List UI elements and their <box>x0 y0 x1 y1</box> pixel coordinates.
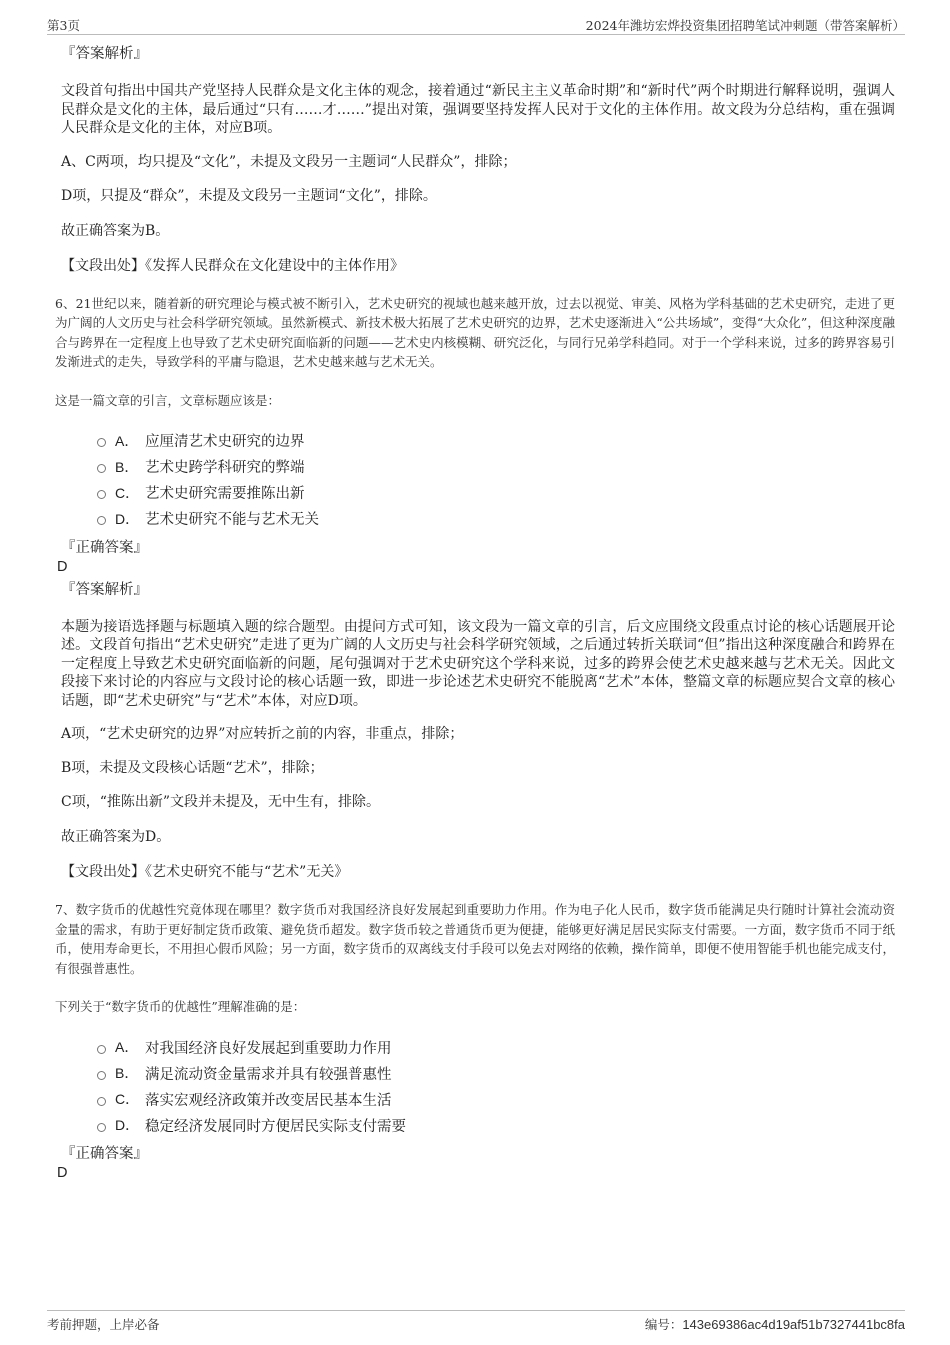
option-text: 满足流动资金量需求并具有较强普惠性 <box>145 1066 392 1083</box>
answer-heading: 『正确答案』 <box>61 1146 148 1162</box>
option-c[interactable] <box>97 1086 895 1112</box>
source-citation: 【文段出处】《发挥人民群众在文化建设中的主体作用》 <box>61 257 404 274</box>
analysis-note: C项，“推陈出新”文段并未提及，无中生有，排除。 <box>61 794 381 810</box>
question-text: 6、21世纪以来，随着新的研究理论与模式被不断引入，艺术史研究的视域也越来越开放，过去以视觉、审美、风格为学科基础的艺术史研究，走进了更为广阔的人文历史与社会科学研究领域。虽然新模式、新技术极大拓展了艺术史研究的边界，艺术史逐渐进入“公共场域”，变得“大众化”，但这种深度融合与跨界在一定程度上也导致了艺术史研究面临新的问题——艺术史内核模糊、研究泛化，与同行兄弟学科趋同。对于一个学科来说，过多的跨界容易引发渐进式的走失，导致学科的平庸与隐退，艺术史越来越与艺术无关。 <box>55 295 895 369</box>
footer-slogan: 考前押题，上岸必备 <box>47 1317 160 1332</box>
radio-icon[interactable] <box>97 1123 106 1132</box>
analysis-heading: 『答案解析』 <box>61 581 148 598</box>
option-text: 艺术史研究需要推陈出新 <box>145 486 305 502</box>
analysis-text: 本题为接语选择题与标题填入题的综合题型。由提问方式可知，该文段为一篇文章的引言，后文应围绕文段重点讨论的核心话题展开论述。文段首句指出“艺术史研究”走进了更为广阔的人文历史与社会科学研究领域，之后通过转折关联词“但”指出这种深度融合和跨界在一定程度上导致艺术史研究面临新的问题，尾句强调对于艺术史研究这个学科来说，过多的跨界会使艺术史越来越与艺术无关。因此文段接下来讨论的内容应与文段讨论的核心话题一致，即进一步论述艺术史研究不能脱离“艺术”本体，整篇文章的标题应契合文章的核心话题，即“艺术史研究”与“艺术”本体，对应D项。 <box>61 618 895 709</box>
analysis-note: D项，只提及“群众”，未提及文段另一主题词“文化”，排除。 <box>61 187 437 204</box>
radio-icon[interactable] <box>97 1045 106 1054</box>
radio-icon[interactable] <box>97 490 106 499</box>
page-content <box>55 44 895 1182</box>
radio-icon[interactable] <box>97 438 106 447</box>
page-header <box>47 14 905 35</box>
radio-icon[interactable] <box>97 516 106 525</box>
option-letter: A． <box>115 1039 139 1055</box>
option-text: 落实宏观经济政策并改变居民基本生活 <box>145 1092 392 1109</box>
source-citation: 【文段出处】《艺术史研究不能与“艺术”无关》 <box>61 864 349 880</box>
page-number: 第3页 <box>47 18 80 33</box>
option-d[interactable] <box>97 506 895 532</box>
answer-block <box>55 1144 895 1182</box>
option-list <box>97 1034 895 1138</box>
option-text: 对我国经济良好发展起到重要助力作用 <box>145 1040 392 1057</box>
option-a[interactable] <box>97 1034 895 1060</box>
option-b[interactable] <box>97 1060 895 1086</box>
analysis-note: A项，“艺术史研究的边界”对应转折之前的内容，非重点，排除； <box>61 726 464 742</box>
option-d[interactable] <box>97 1112 895 1138</box>
option-letter: B． <box>115 458 139 475</box>
option-b[interactable] <box>97 454 895 480</box>
option-text: 艺术史跨学科研究的弊端 <box>145 460 305 476</box>
question-prompt: 这是一篇文章的引言，文章标题应该是： <box>55 392 281 408</box>
question-text: 7、数字货币的优越性究竟体现在哪里？数字货币对我国经济良好发展起到重要助力作用。作为电子化人民币，数字货币能满足央行随时计算社会流动资金量的需求，有助于更好制定货币政策、避免货币超发。数字货币较之普通货币更为便捷，能够更好满足居民实际支付需要。一方面，数字货币不同于纸币，使用寿命更长，不用担心假币风险；另一方面，数字货币的双离线支付手段可以免去对网络的依赖，操作简单，即便不使用智能手机也能完成支付，有很强普惠性。 <box>55 902 895 976</box>
radio-icon[interactable] <box>97 1071 106 1080</box>
radio-icon[interactable] <box>97 1097 106 1106</box>
analysis-note: A、C两项，均只提及“文化”，未提及文段另一主题词“人民群众”，排除； <box>61 153 517 170</box>
page-footer <box>47 1310 905 1335</box>
answer-value: D <box>57 558 68 575</box>
radio-icon[interactable] <box>97 464 106 473</box>
code-label: 编号： <box>644 1317 683 1332</box>
question-prompt: 下列关于“数字货币的优越性”理解准确的是： <box>55 999 306 1014</box>
option-letter: A． <box>115 432 139 449</box>
option-text: 稳定经济发展同时方便居民实际支付需要 <box>145 1118 406 1135</box>
analysis-note: B项，未提及文段核心话题“艺术”，排除； <box>61 760 324 776</box>
option-a[interactable] <box>97 428 895 454</box>
answer-block <box>55 538 895 600</box>
option-c[interactable] <box>97 480 895 506</box>
option-letter: D． <box>115 1117 140 1133</box>
analysis-heading: 『答案解析』 <box>61 46 148 62</box>
analysis-text: 文段首句指出中国共产党坚持人民群众是文化主体的观念，接着通过“新民主主义革命时期”和“新时代”两个时期进行解释说明，强调人民群众是文化的主体，最后通过“只有……才……”提出对策，强调要坚持发挥人民对于文化的主体作用。故文段为分总结构，重在强调人民群众是文化的主体，对应B项。 <box>61 83 895 136</box>
option-letter: D． <box>115 510 140 527</box>
conclusion: 故正确答案为D。 <box>61 829 171 845</box>
conclusion: 故正确答案为B。 <box>61 222 170 239</box>
option-text: 应厘清艺术史研究的边界 <box>145 434 305 450</box>
option-letter: B． <box>115 1065 139 1081</box>
document-title: 2024年潍坊宏烨投资集团招聘笔试冲刺题（带答案解析） <box>585 18 905 33</box>
answer-heading: 『正确答案』 <box>61 539 148 556</box>
option-letter: C． <box>115 484 140 501</box>
code-value: 143e69386ac4d19af51b7327441bc8fa <box>682 1317 905 1332</box>
answer-value: D <box>57 1165 68 1181</box>
document-code <box>645 1315 905 1333</box>
option-letter: C． <box>115 1091 140 1107</box>
option-list <box>97 428 895 532</box>
option-text: 艺术史研究不能与艺术无关 <box>145 512 319 528</box>
